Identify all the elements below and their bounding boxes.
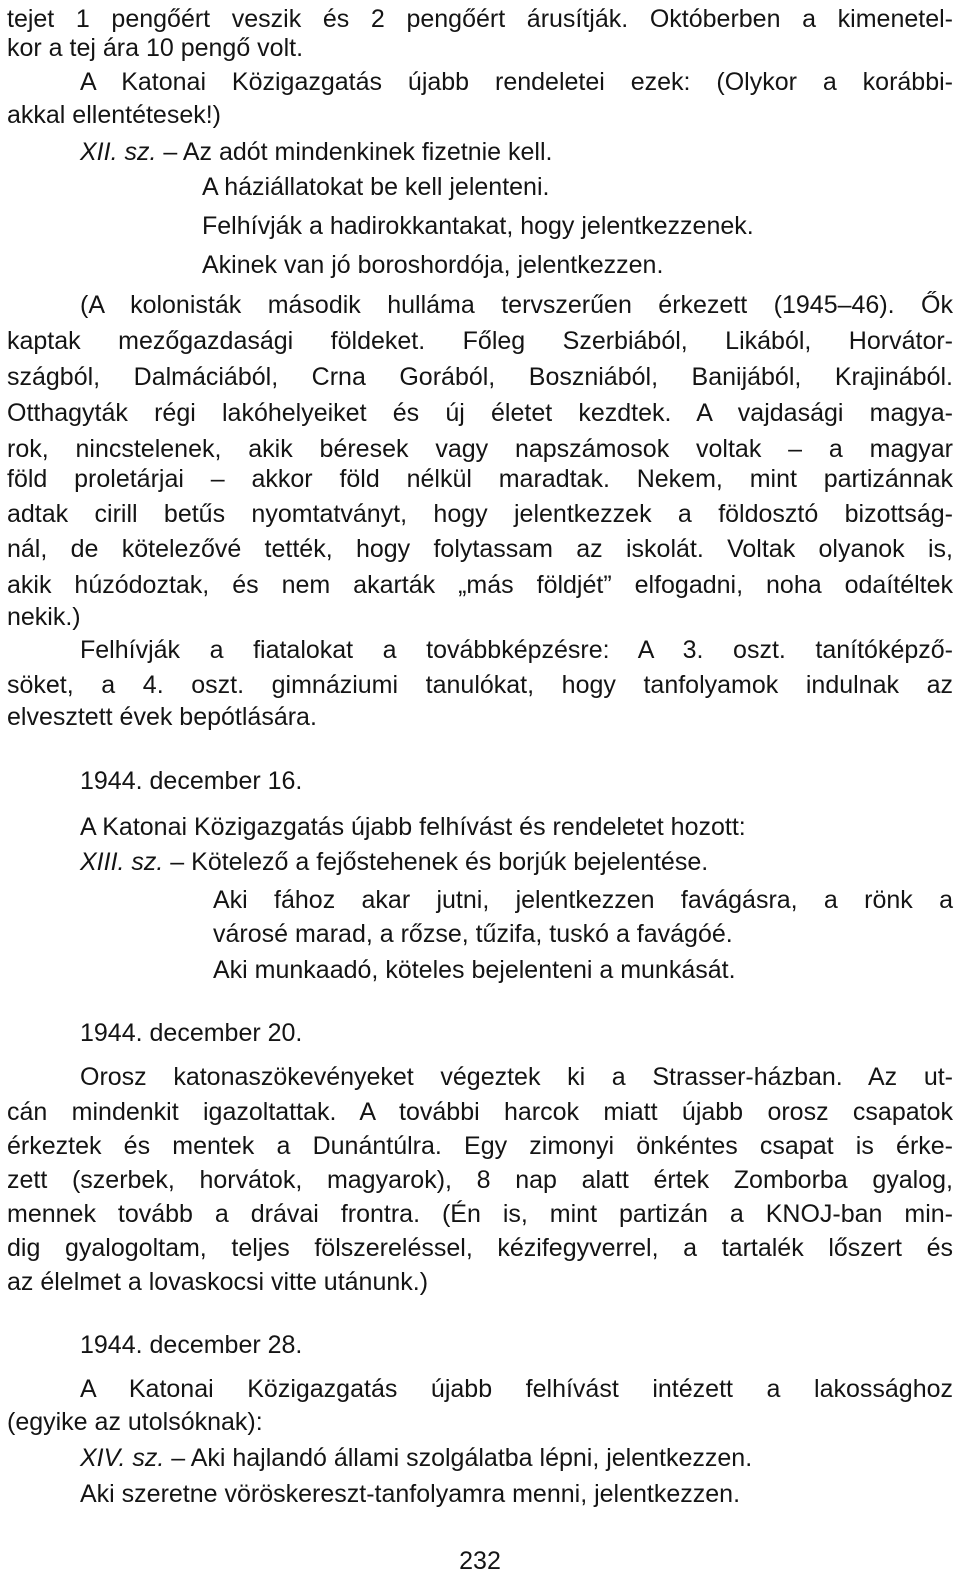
text-line: dig gyalogoltam, teljes fölszereléssel, kézifegyverrel, a tartalék lőszert és — [7, 1234, 953, 1262]
text-line: rok, nincstelenek, akik béresek vagy napszámosok voltak – a magyar — [7, 435, 953, 463]
text-line: A háziállatokat be kell jelenteni. — [202, 173, 550, 201]
text-line: nál, de kötelezővé tették, hogy folytassam az iskolát. Voltak olyanok is, — [7, 535, 953, 563]
text-line: Felhívják a hadirokkantakat, hogy jelentkezzenek. — [202, 212, 754, 240]
document-page — [7, 0, 953, 1574]
text-line: Akinek van jó boroshordója, jelentkezzen. — [202, 251, 664, 279]
text-line: elvesztett évek bepótlására. — [7, 703, 317, 731]
page-number: 232 — [459, 1547, 501, 1575]
text-line: szágból, Dalmáciából, Crna Gorából, Boszniából, Banijából, Krajinából. — [7, 363, 953, 391]
text-line: Orosz katonaszökevényeket végeztek ki a Strasser-házban. Az ut- — [80, 1063, 953, 1091]
text-line: föld proletárjai – akkor föld nélkül maradtak. Nekem, mint partizánnak — [7, 465, 953, 493]
decree-line: XIV. sz. – Aki hajlandó állami szolgálatba lépni, jelentkezzen. — [80, 1444, 753, 1472]
text-line: Felhívják a fiatalokat a továbbképzésre: A 3. oszt. tanítóképző- — [80, 636, 953, 664]
text-line: cán mindenkit igazoltattak. A további harcok miatt újabb orosz csapatok — [7, 1098, 953, 1126]
date-heading: 1944. december 16. — [80, 767, 303, 795]
text-line: A Katonai Közigazgatás újabb felhívást és rendeletet hozott: — [80, 813, 746, 841]
text-line: A Katonai Közigazgatás újabb felhívást intézett a lakossághoz — [80, 1375, 953, 1403]
decree-number: XII. sz. — [80, 138, 157, 166]
text-line: érkeztek és mentek a Dunántúlra. Egy zimonyi önkéntes csapat is érke- — [7, 1132, 953, 1160]
date-heading: 1944. december 20. — [80, 1019, 303, 1047]
text-line: kaptak mezőgazdasági földeket. Főleg Szerbiából, Likából, Horvátor- — [7, 327, 953, 355]
text-line: tejet 1 pengőért veszik és 2 pengőért árusítják. Októberben a kimenetel- — [7, 5, 953, 33]
decree-number: XIV. sz. — [80, 1444, 165, 1472]
text-line: (A kolonisták második hulláma tervszerűen érkezett (1945–46). Ők — [80, 291, 953, 319]
text-line: akik húzódoztak, és nem akarták „más földjét” elfogadni, noha odaítéltek — [7, 571, 953, 599]
text-line: adtak cirill betűs nyomtatványt, hogy jelentkezzek a földosztó bizottság- — [7, 500, 953, 528]
text-line: Otthagyták régi lakóhelyeiket és új életet kezdtek. A vajdasági magya- — [7, 399, 953, 427]
text-line: Aki fához akar jutni, jelentkezzen favágásra, a rönk a — [213, 886, 953, 914]
decree-number: XIII. sz. — [80, 848, 164, 876]
text-line: mennek tovább a drávai frontra. (Én is, mint partizán a KNOJ-ban min- — [7, 1200, 953, 1228]
text-line: nekik.) — [7, 603, 81, 631]
date-heading: 1944. december 28. — [80, 1331, 303, 1359]
text-line: Aki munkaadó, köteles bejelenteni a munkását. — [213, 956, 736, 984]
text-line: városé marad, a rőzse, tűzifa, tuskó a favágóé. — [213, 920, 733, 948]
text-line: zett (szerbek, horvátok, magyarok), 8 nap alatt értek Zomborba gyalog, — [7, 1166, 953, 1194]
text-line: A Katonai Közigazgatás újabb rendeletei ezek: (Olykor a korábbi- — [80, 68, 953, 96]
decree-line: XIII. sz. – Kötelező a fejőstehenek és borjúk bejelentése. — [80, 848, 709, 876]
decree-line: XII. sz. – Az adót mindenkinek fizetnie kell. — [80, 138, 553, 166]
text-line: söket, a 4. oszt. gimnáziumi tanulókat, hogy tanfolyamok indulnak az — [7, 671, 953, 699]
text-line: az élelmet a lovaskocsi vitte utánunk.) — [7, 1268, 429, 1296]
text-line: Aki szeretne vöröskereszt-tanfolyamra menni, jelentkezzen. — [80, 1480, 741, 1508]
text-line: akkal ellentétesek!) — [7, 101, 222, 129]
text-line: (egyike az utolsóknak): — [7, 1408, 263, 1436]
text-line: kor a tej ára 10 pengő volt. — [7, 34, 304, 62]
